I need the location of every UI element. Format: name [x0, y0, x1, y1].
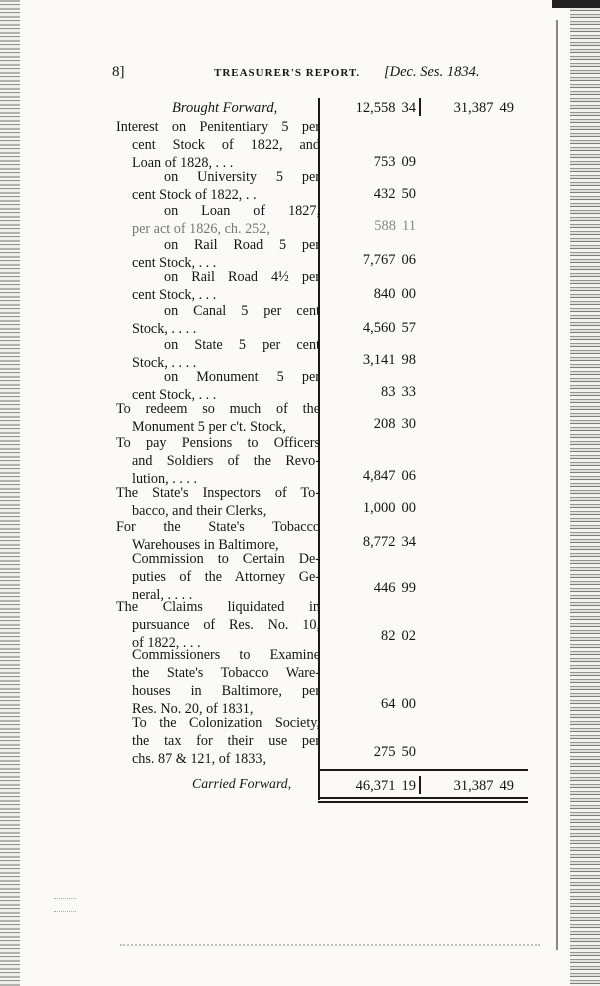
entry-amount — [322, 218, 416, 235]
entry-cents: 06 — [401, 468, 416, 484]
entry-cents: 00 — [401, 286, 416, 302]
ledger-entry — [116, 118, 320, 172]
entry-line: cent Stock, . . . — [132, 387, 217, 403]
ledger-entry — [116, 336, 320, 372]
entry-line: Stock, . . . . — [132, 355, 197, 371]
entry-cents: 50 — [401, 186, 416, 202]
entry-line: To pay Pensions to Officers — [116, 435, 320, 451]
entry-line: the State's Tobacco Ware- — [132, 665, 320, 681]
entry-dollars: 275 — [373, 744, 396, 760]
entry-amount — [322, 534, 416, 551]
entry-dollars: 3,141 — [362, 352, 396, 368]
entry-dollars: 588 — [374, 218, 397, 234]
entry-line: and Soldiers of the Revo- — [132, 453, 320, 469]
entry-line: The Claims liquidated in — [116, 599, 320, 615]
entry-amount — [322, 696, 416, 713]
carried-forward-dollars: 46,371 — [355, 778, 396, 794]
entry-line: Monument 5 per c't. Stock, — [132, 419, 286, 435]
page-number: 8] — [112, 64, 125, 80]
entry-amount — [322, 384, 416, 401]
page-edge-line — [556, 20, 558, 950]
entry-line: Res. No. 20, of 1831, — [132, 701, 254, 717]
entry-line: per act of 1826, ch. 252, — [132, 221, 270, 237]
entry-amount — [322, 580, 416, 597]
running-title: TREASURER'S REPORT. — [214, 67, 361, 79]
entry-amount — [322, 320, 416, 337]
entry-line: Commissioners to Examine — [132, 647, 320, 663]
entry-dollars: 83 — [381, 384, 396, 400]
entry-line: cent Stock, . . . — [132, 287, 217, 303]
scan-bottom-noise — [120, 944, 540, 947]
entry-dollars: 8,772 — [362, 534, 396, 550]
ledger-entry — [116, 400, 320, 436]
entry-line: on Loan of 1827, — [164, 203, 320, 219]
entry-line: of 1822, . . . — [132, 635, 201, 651]
entry-line: Interest on Penitentiary 5 per — [116, 119, 320, 135]
binding-edge-left — [0, 0, 20, 986]
entry-dollars: 4,847 — [362, 468, 396, 484]
carried-forward-label: Carried Forward, — [192, 776, 292, 791]
ledger-entry — [116, 484, 320, 520]
carried-forward-total-cents: 49 — [499, 778, 514, 794]
entry-amount — [322, 352, 416, 369]
entry-line: Warehouses in Baltimore, — [132, 537, 279, 553]
entry-dollars: 1,000 — [362, 500, 396, 516]
entry-line: on Monument 5 per — [164, 369, 320, 385]
entry-cents: 02 — [401, 628, 416, 644]
entry-cents: 98 — [401, 352, 416, 368]
entry-amount — [322, 628, 416, 645]
entry-line: puties of the Attorney Ge- — [132, 569, 320, 585]
entry-line: Commission to Certain De- — [132, 551, 320, 567]
entry-cents: 50 — [401, 744, 416, 760]
brought-forward-dollars: 12,558 — [355, 100, 396, 116]
entry-dollars: 432 — [373, 186, 396, 202]
entry-amount — [322, 500, 416, 517]
entry-line: To redeem so much of the — [116, 401, 320, 417]
entry-line: the tax for their use per — [132, 733, 320, 749]
entry-line: on University 5 per — [164, 169, 320, 185]
entry-amount — [322, 252, 416, 269]
subtotal-rule — [318, 769, 528, 771]
entry-line: chs. 87 & 121, of 1833, — [132, 751, 266, 767]
entry-cents: 00 — [401, 696, 416, 712]
entry-dollars: 7,767 — [362, 252, 396, 268]
carried-forward-total-dollars: 31,387 — [453, 778, 494, 794]
entry-line: on Rail Road 5 per — [164, 237, 320, 253]
entry-line: cent Stock of 1822, and — [132, 137, 320, 153]
entry-line: on Canal 5 per cent — [164, 303, 320, 319]
scan-smudge — [54, 898, 76, 912]
ledger-entry — [116, 302, 320, 338]
entry-line: The State's Inspectors of To- — [116, 485, 320, 501]
entry-dollars: 840 — [373, 286, 396, 302]
entry-line: on State 5 per cent — [164, 337, 320, 353]
entry-amount — [322, 416, 416, 433]
brought-forward-total — [426, 100, 514, 117]
ledger-entry — [116, 268, 320, 304]
entry-line: houses in Baltimore, per — [132, 683, 320, 699]
ledger-entry — [116, 434, 320, 488]
entry-cents: 06 — [401, 252, 416, 268]
total-double-rule-upper — [318, 797, 528, 799]
entry-cents: 30 — [401, 416, 416, 432]
entry-cents: 99 — [401, 580, 416, 596]
brought-forward-amount — [322, 100, 416, 117]
running-header — [112, 64, 502, 86]
ledger-entry — [116, 598, 320, 652]
entry-cents: 09 — [401, 154, 416, 170]
entry-line: pursuance of Res. No. 10, — [132, 617, 320, 633]
brought-forward-label: Brought Forward, — [172, 100, 278, 116]
entry-cents: 34 — [401, 534, 416, 550]
entry-line: To the Colonization Society, — [132, 715, 320, 731]
entry-dollars: 4,560 — [362, 320, 396, 336]
entry-amount — [322, 468, 416, 485]
entry-line: on Rail Road 4½ per — [164, 269, 320, 285]
entry-cents: 33 — [401, 384, 416, 400]
entry-line: Loan of 1828, . . . — [132, 155, 234, 171]
ledger-entry — [116, 550, 320, 604]
brought-forward-total-cents: 49 — [499, 100, 514, 116]
entry-line: cent Stock, . . . — [132, 255, 217, 271]
ledger-entry — [116, 646, 320, 718]
entry-line: For the State's Tobacco — [116, 519, 320, 535]
entry-dollars: 82 — [381, 628, 396, 644]
carried-forward-total — [426, 778, 514, 795]
entry-line: lution, . . . . — [132, 471, 198, 487]
brought-forward-cents: 34 — [401, 100, 416, 116]
ledger-entry — [116, 518, 320, 554]
amount-column-rule-middle — [419, 98, 421, 116]
total-double-rule-lower — [318, 801, 528, 803]
amount-column-rule-middle-bottom — [419, 776, 421, 794]
carried-forward-cents: 19 — [401, 778, 416, 794]
entry-line: neral, . . . . — [132, 587, 193, 603]
entry-cents: 57 — [401, 320, 416, 336]
ledger-entry — [116, 714, 320, 768]
entry-line: bacco, and their Clerks, — [132, 503, 267, 519]
entry-line: Stock, . . . . — [132, 321, 197, 337]
entry-line: cent Stock of 1822, . . — [132, 187, 257, 203]
ledger-entry — [116, 168, 320, 204]
entry-cents: 11 — [402, 218, 416, 234]
binding-edge-right — [570, 0, 600, 986]
entry-dollars: 446 — [373, 580, 396, 596]
scan-corner-mark — [552, 0, 600, 8]
session-date: [Dec. Ses. 1834. — [384, 64, 480, 80]
entry-amount — [322, 154, 416, 171]
entry-cents: 00 — [401, 500, 416, 516]
ledger-entry — [116, 236, 320, 272]
ledger-entry — [116, 368, 320, 404]
entry-amount — [322, 286, 416, 303]
entry-amount — [322, 186, 416, 203]
entry-dollars: 64 — [381, 696, 396, 712]
ledger-entry — [116, 202, 320, 238]
brought-forward-total-dollars: 31,387 — [453, 100, 494, 116]
entry-dollars: 208 — [373, 416, 396, 432]
carried-forward-amount — [322, 778, 416, 795]
entry-dollars: 753 — [373, 154, 396, 170]
entry-amount — [322, 744, 416, 761]
